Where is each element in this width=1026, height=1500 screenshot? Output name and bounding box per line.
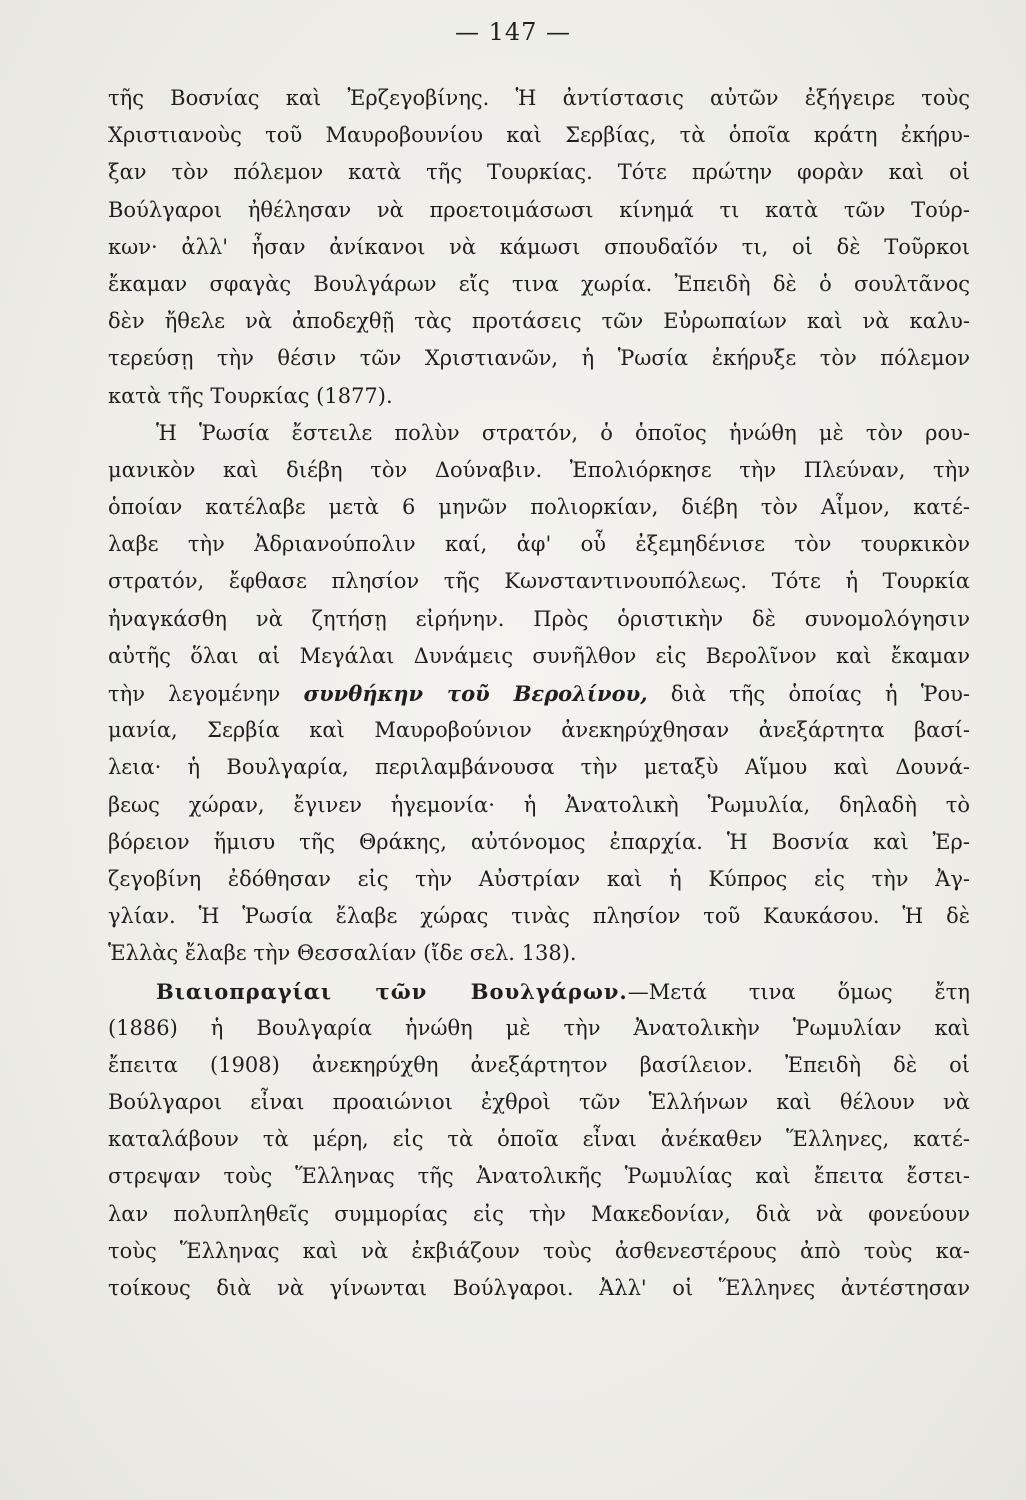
text-line: ὁποίαν κατέλαβε μετὰ 6 μηνῶν πολιορκίαν, διέβη τὸν Αἷμον, κατέ- [108,495,970,520]
text-line: ξαν τὸν πόλεμον κατὰ τῆς Τουρκίας. Τότε πρώτην φορὰν καὶ οἱ [108,160,970,185]
paragraph-3 [108,973,970,1308]
text-line: κων· ἀλλ' ἦσαν ἀνίκανοι νὰ κάμωσι σπουδαῖόν τι, οἱ δὲ Τοῦρκοι [108,234,970,259]
paragraph-2 [108,415,970,973]
text-line: τοὺς Ἕλληνας καὶ νὰ ἐκβιάζουν τοὺς ἀσθενεστέρους ἀπὸ τοὺς κα- [108,1238,970,1263]
text-line: ἠναγκάσθη νὰ ζητήσῃ εἰρήνην. Πρὸς ὁριστικὴν δὲ συνομολόγησιν [108,606,970,631]
section-heading: Βιαιοπραγίαι τῶν Βουλγάρων. [156,978,628,1004]
text-line: στρεψαν τοὺς Ἕλληνας τῆς Ἀνατολικῆς Ῥωμυλίας καὶ ἔπειτα ἔστει- [108,1164,970,1189]
text-line: τῆς Βοσνίας καὶ Ἐρζεγοβίνης. Ἡ ἀντίστασις αὐτῶν ἐξήγειρε τοὺς [108,86,970,110]
text-line: Βούλγαροι ἠθέλησαν νὰ προετοιμάσωσι κίνημά τι κατὰ τῶν Τούρ- [108,197,970,222]
paragraph-1 [108,80,970,415]
text-line: Ἡ Ῥωσία ἔστειλε πολὺν στρατόν, ὁ ὁποῖος ἡνώθη μὲ τὸν ρου- [156,420,970,445]
text-span: διὰ τῆς ὁποίας ἡ Ῥου- [647,682,970,706]
text-line: καταλάβουν τὰ μέρη, εἰς τὰ ὁποῖα εἶναι ἀνέκαθεν Ἕλληνες, κατέ- [108,1127,970,1152]
text-line: λαβε τὴν Ἀδριανούπολιν καί, ἀφ' οὗ ἐξεμηδένισε τὸν τουρκικὸν [108,532,970,557]
text-line: γλίαν. Ἡ Ῥωσία ἔλαβε χώρας τινὰς πλησίον τοῦ Καυκάσου. Ἡ δὲ [108,904,970,929]
emphasized-term: συνθήκην τοῦ Βερολίνου, [303,681,648,706]
text-line: βόρειον ἥμισυ τῆς Θράκης, αὐτόνομος ἐπαρχία. Ἡ Βοσνία καὶ Ἐρ- [108,829,970,854]
text-line: τοίκους διὰ νὰ γίνωνται Βούλγαροι. Ἀλλ' οἱ Ἕλληνες ἀντέστησαν [108,1276,970,1300]
text-span: —Μετά τινα ὅμως ἔτη [627,979,970,1004]
text-line: ζεγοβίνη ἐδόθησαν εἰς τὴν Αὐστρίαν καὶ ἡ Κύπρος εἰς τὴν Ἀγ- [108,866,970,891]
text-line: Χριστιανοὺς τοῦ Μαυροβουνίου καὶ Σερβίας, τὰ ὁποῖα κράτη ἐκήρυ- [108,123,970,148]
text-line: βεως χώραν, ἔγινεν ἡγεμονία· ἡ Ἀνατολικὴ Ῥωμυλία, δηλαδὴ τὸ [108,792,970,817]
text-line-berlin-treaty [108,675,970,712]
text-line: μανία, Σερβία καὶ Μαυροβούνιον ἀνεκηρύχθησαν ἀνεξάρτητα βασί- [108,718,970,743]
text-line: Βούλγαροι εἶναι προαιώνιοι ἐχθροὶ τῶν Ἑλλήνων καὶ θέλουν νὰ [108,1090,970,1115]
text-span: τὴν λεγομένην [108,682,304,706]
text-line: αὐτῆς ὅλαι αἱ Μεγάλαι Δυνάμεις συνῆλθον εἰς Βερολῖνον καὶ ἔκαμαν [108,643,970,668]
text-line: (1886) ἡ Βουλγαρία ἡνώθη μὲ τὴν Ἀνατολικὴν Ῥωμυλίαν καὶ [108,1015,970,1040]
text-line: ἔκαμαν σφαγὰς Βουλγάρων εἴς τινα χωρία. Ἐπειδὴ δὲ ὁ σουλτᾶνος [108,271,970,296]
text-line: λαν πολυπληθεῖς συμμορίας εἰς τὴν Μακεδονίαν, διὰ νὰ φονεύουν [108,1201,970,1226]
text-line: κατὰ τῆς Τουρκίας (1877). [108,383,393,408]
text-line: μανικὸν καὶ διέβη τὸν Δούναβιν. Ἐπολιόρκησε τὴν Πλεύναν, τὴν [108,457,970,482]
text-line: ἔπειτα (1908) ἀνεκηρύχθη ἀνεξάρτητον βασίλειον. Ἐπειδὴ δὲ οἱ [108,1052,970,1077]
text-line: στρατόν, ἔφθασε πλησίον τῆς Κωνσταντινουπόλεως. Τότε ἡ Τουρκία [108,569,970,594]
page-number: — 147 — [454,18,572,46]
text-line: δὲν ἤθελε νὰ ἀποδεχθῇ τὰς προτάσεις τῶν Εὐρωπαίων καὶ νὰ καλυ- [108,309,970,334]
text-line: λεια· ἡ Βουλγαρία, περιλαμβάνουσα τὴν μεταξὺ Αἵμου καὶ Δουνά- [108,755,970,780]
section-heading-line [108,973,970,1010]
body-text [108,80,970,1307]
text-line: τερεύσῃ τὴν θέσιν τῶν Χριστιανῶν, ἡ Ῥωσία ἐκήρυξε τὸν πόλεμον [108,346,970,371]
text-line: Ἑλλὰς ἔλαβε τὴν Θεσσαλίαν (ἴδε σελ. 138). [108,941,577,966]
